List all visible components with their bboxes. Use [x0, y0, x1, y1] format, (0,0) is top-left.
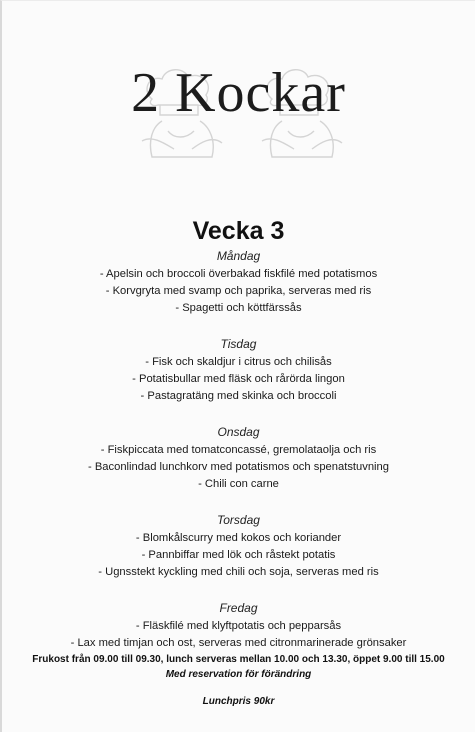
dish-item: - Korvgryta med svamp och paprika, serveras med ris	[105, 285, 372, 297]
dish-item: - Baconlindad lunchkorv med potatismos och spenatstuvning	[88, 461, 389, 473]
dish-item: - Apelsin och broccoli överbakad fiskfilé med potatismos	[99, 268, 378, 280]
day-name: Tisdag	[220, 337, 257, 351]
dish-item: - Chili con carne	[198, 478, 279, 490]
dish-item: - Blomkålscurry med kokos och koriander	[135, 532, 342, 544]
dish-item: - Ugnsstekt kyckling med chili och soja, serveras med ris	[98, 566, 379, 578]
opening-hours: Frukost från 09.00 till 09.30, lunch serveras mellan 10.00 och 13.30, öppet 9.00 till 15.00	[32, 654, 445, 665]
day-thursday	[2, 513, 475, 581]
dish-item: - Fläskfilé med klyftpotatis och pepparsås	[135, 620, 342, 632]
dish-item: - Potatisbullar med fläsk och rårörda lingon	[132, 373, 345, 385]
day-wednesday	[2, 425, 475, 493]
weekly-menu	[2, 217, 475, 707]
dish-item: - Pannbiffar med lök och råstekt potatis	[141, 549, 336, 561]
reservation-note: Med reservation för förändring	[165, 669, 312, 680]
week-title: Vecka 3	[192, 217, 285, 245]
dish-item: - Spagetti och köttfärssås	[175, 302, 302, 314]
day-tuesday	[2, 337, 475, 405]
dish-item: - Lax med timjan och ost, serveras med citronmarinerade grönsaker	[70, 637, 407, 649]
day-monday	[2, 249, 475, 317]
dish-item: - Pastagratäng med skinka och broccoli	[140, 390, 337, 402]
day-friday	[2, 601, 475, 652]
day-name: Måndag	[216, 249, 261, 263]
dish-item: - Fisk och skaldjur i citrus och chilisås	[145, 356, 332, 368]
day-name: Torsdag	[217, 513, 260, 527]
day-name: Onsdag	[217, 425, 260, 439]
lunch-price: Lunchpris 90kr	[202, 696, 275, 707]
day-name: Fredag	[219, 601, 258, 615]
dish-item: - Fiskpiccata med tomatconcassé, gremolataolja och ris	[100, 444, 377, 456]
restaurant-name: 2 Kockar	[131, 62, 346, 124]
